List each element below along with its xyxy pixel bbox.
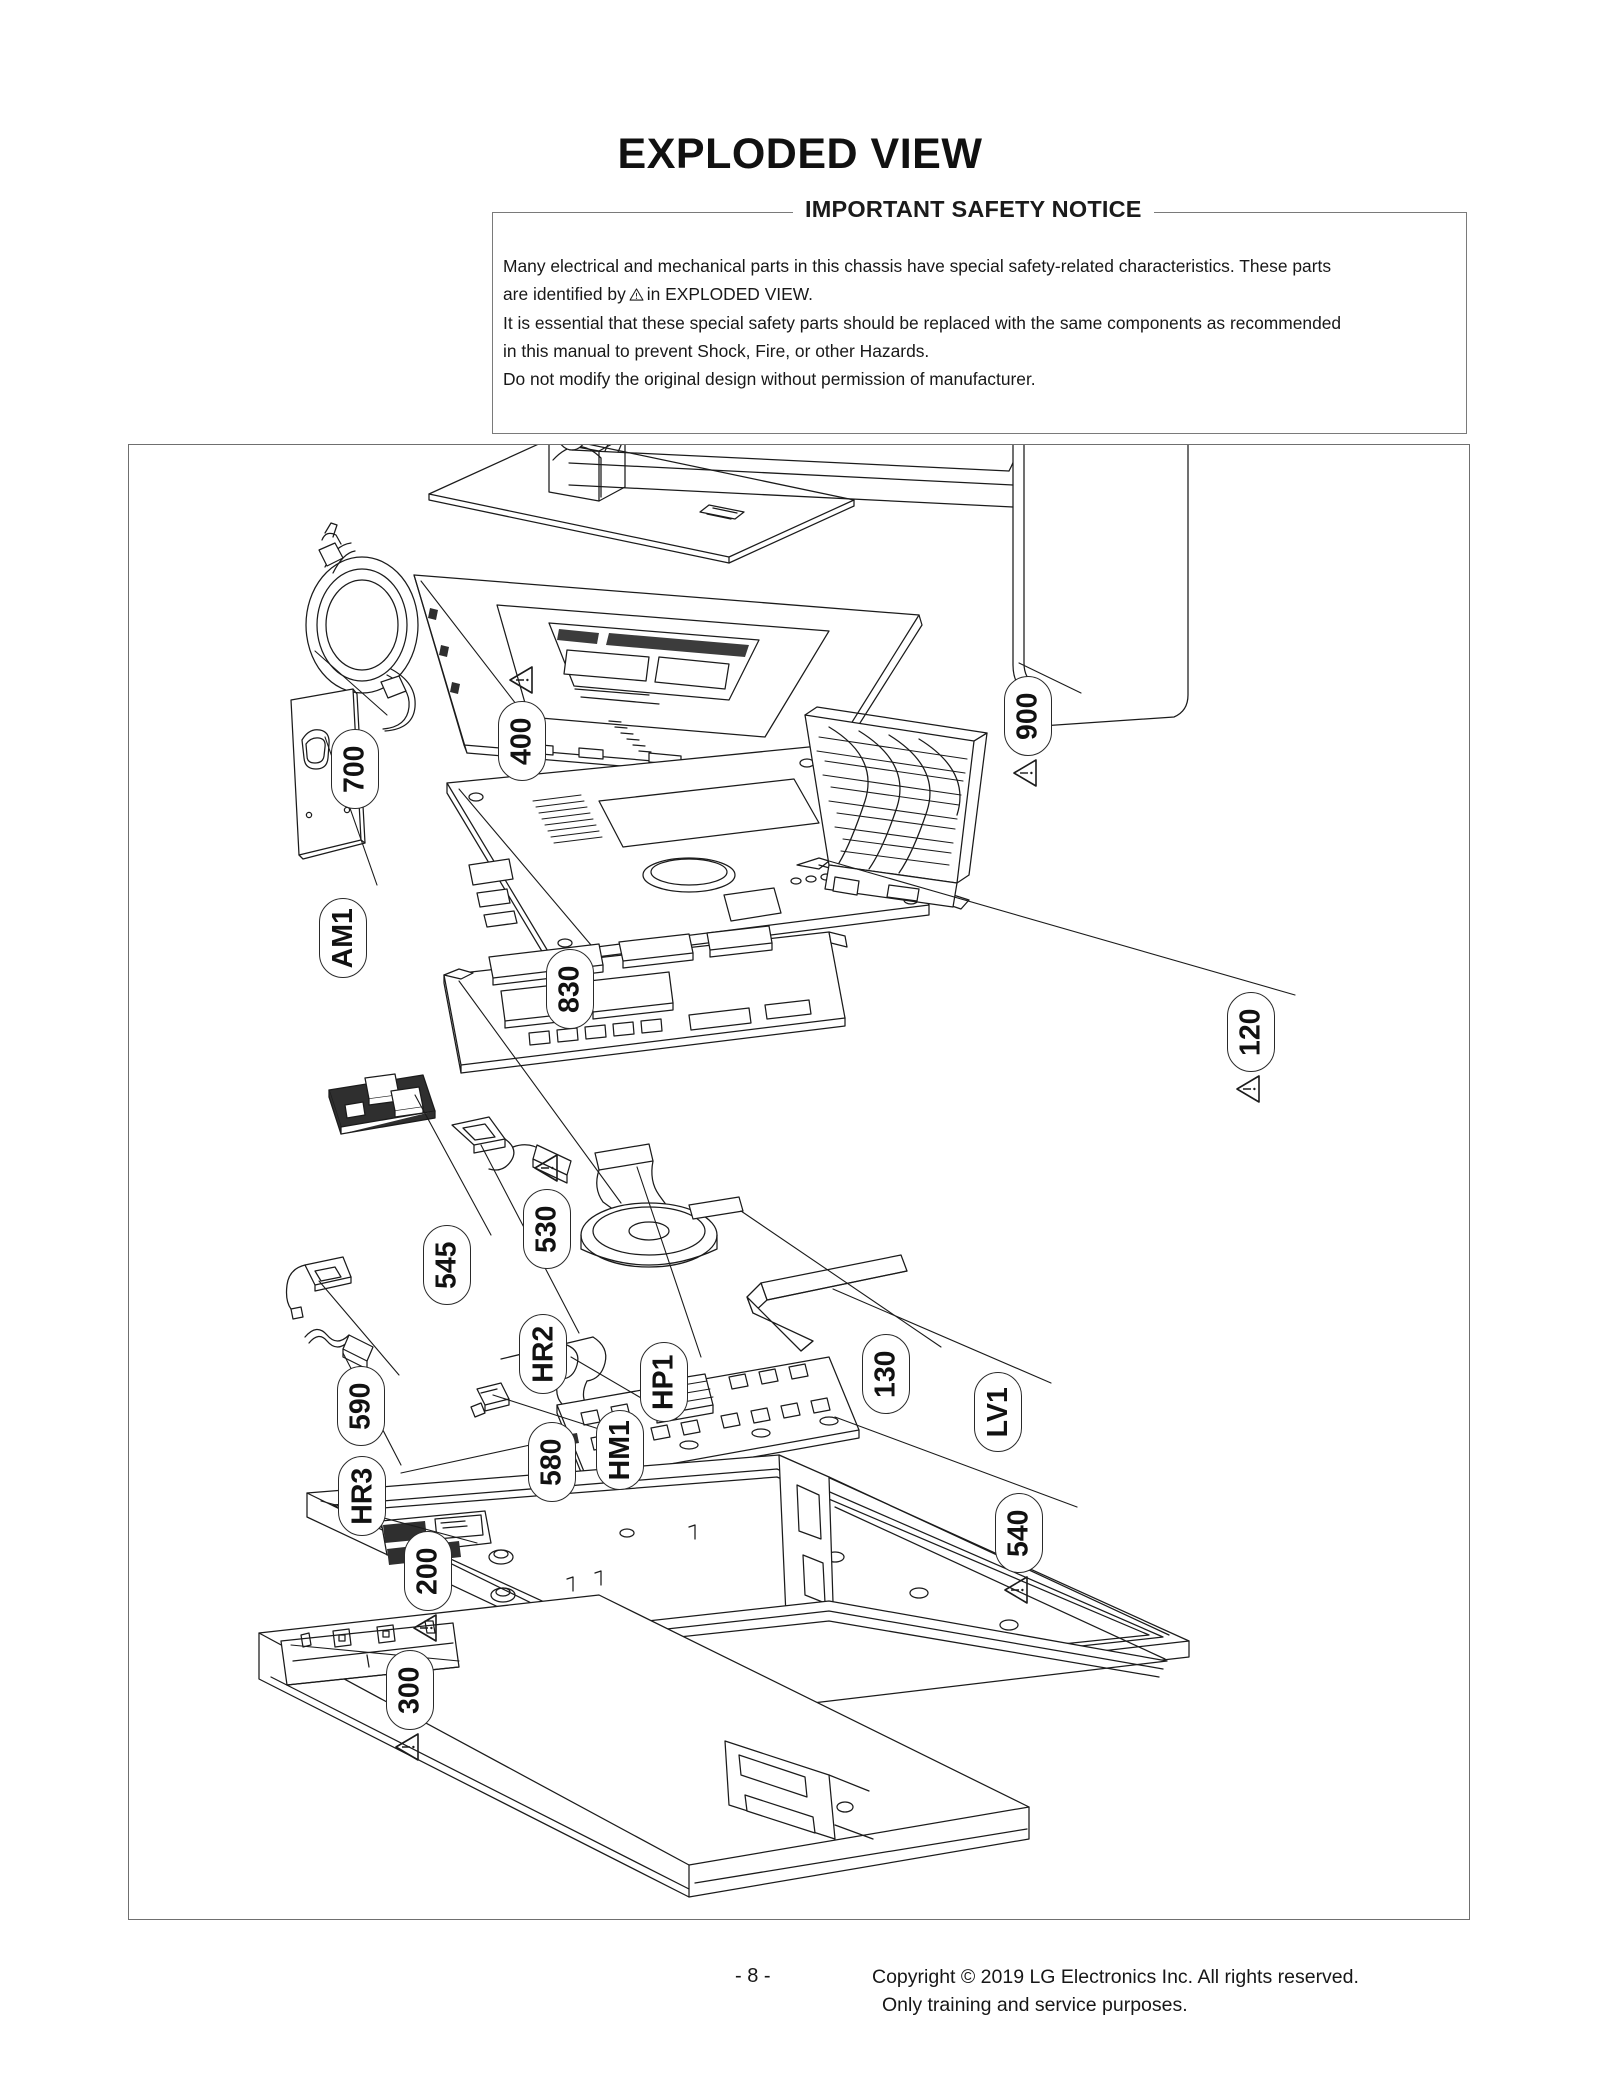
callout-590[interactable]: [337, 1366, 385, 1446]
part-clip-590: [287, 1257, 352, 1319]
callout-hm1[interactable]: [596, 1410, 644, 1490]
callout-label: HR3: [345, 1467, 378, 1525]
safety-line-2a: It is essential that these special safety parts should be replaced with the same components as recommended: [503, 312, 1342, 333]
safety-notice-text: [503, 252, 1458, 393]
callout-label: 900: [1011, 692, 1044, 740]
callout-label: 400: [505, 717, 538, 765]
callout-label: HM1: [603, 1419, 636, 1481]
callout-hr2[interactable]: [519, 1314, 567, 1394]
callout-label: 540: [1002, 1509, 1035, 1557]
part-screw-580: [471, 1383, 509, 1417]
callout-label: HP1: [647, 1354, 680, 1410]
safety-warning-triangle-icon: [533, 1153, 559, 1183]
callout-lv1[interactable]: [974, 1372, 1022, 1452]
callout-130[interactable]: [862, 1334, 910, 1414]
safety-line-1a: Many electrical and mechanical parts in this chassis have special safety-related characteristics. These parts: [503, 256, 1332, 276]
callout-545[interactable]: [423, 1225, 471, 1305]
warning-triangle-icon: [629, 288, 644, 301]
exploded-view-diagram-frame: [128, 444, 1470, 1920]
callout-label: 200: [411, 1547, 444, 1595]
callout-700[interactable]: [331, 729, 379, 809]
safety-warning-triangle-icon: [412, 1613, 438, 1643]
part-fan-130: [581, 1197, 743, 1267]
callout-830[interactable]: [546, 949, 594, 1029]
callout-530[interactable]: [523, 1189, 571, 1269]
safety-line-2b: in this manual to prevent Shock, Fire, or other Hazards.: [503, 340, 930, 361]
callout-label: 830: [553, 965, 586, 1013]
safety-warning-triangle-icon: [394, 1732, 420, 1762]
callout-label: HR2: [526, 1325, 559, 1383]
callout-label: 590: [344, 1382, 377, 1430]
callout-580[interactable]: [528, 1422, 576, 1502]
callout-hp1[interactable]: [640, 1342, 688, 1422]
callout-200[interactable]: [404, 1531, 452, 1611]
part-clip-hr3: [305, 1329, 373, 1369]
page-title: EXPLODED VIEW: [617, 130, 983, 178]
copyright-line-2: Only training and service purposes.: [882, 1994, 1188, 2016]
callout-120[interactable]: [1227, 992, 1275, 1072]
callout-hr3[interactable]: [338, 1456, 386, 1536]
safety-line-3: Do not modify the original design without permission of manufacturer.: [503, 369, 1036, 390]
page-number: - 8 -: [735, 1965, 771, 1987]
exploded-view-drawing: [129, 445, 1471, 1921]
callout-label: AM1: [326, 907, 359, 969]
callout-540[interactable]: [995, 1493, 1043, 1573]
safety-warning-triangle-icon: [508, 665, 534, 695]
callout-label: 700: [338, 745, 371, 793]
callout-label: 530: [530, 1205, 563, 1253]
safety-line-1b: [503, 280, 1458, 308]
safety-notice-legend: IMPORTANT SAFETY NOTICE: [793, 196, 1154, 223]
copyright-line-1: Copyright © 2019 LG Electronics Inc. All rights reserved.: [872, 1966, 1359, 1988]
callout-label: LV1: [981, 1386, 1014, 1438]
safety-warning-triangle-icon: [1235, 1074, 1261, 1104]
callout-300[interactable]: [386, 1650, 434, 1730]
callout-label: 130: [869, 1350, 902, 1398]
part-main-pcb-530: [444, 926, 847, 1073]
callout-label: 120: [1234, 1008, 1267, 1056]
safety-line-1b-post: in EXPLODED VIEW.: [646, 284, 814, 305]
callout-label: 545: [430, 1241, 463, 1289]
callout-am1[interactable]: [319, 898, 367, 978]
copyright-notice: [872, 1963, 1359, 2019]
callout-label: 580: [535, 1438, 568, 1486]
callout-400[interactable]: [498, 701, 546, 781]
callout-label: 300: [393, 1666, 426, 1714]
safety-line-1b-pre: are identified by: [503, 284, 626, 305]
safety-warning-triangle-icon: [1012, 758, 1038, 788]
safety-warning-triangle-icon: [1003, 1575, 1029, 1605]
callout-900[interactable]: [1004, 676, 1052, 756]
part-sub-pcb-545: [329, 1074, 435, 1134]
